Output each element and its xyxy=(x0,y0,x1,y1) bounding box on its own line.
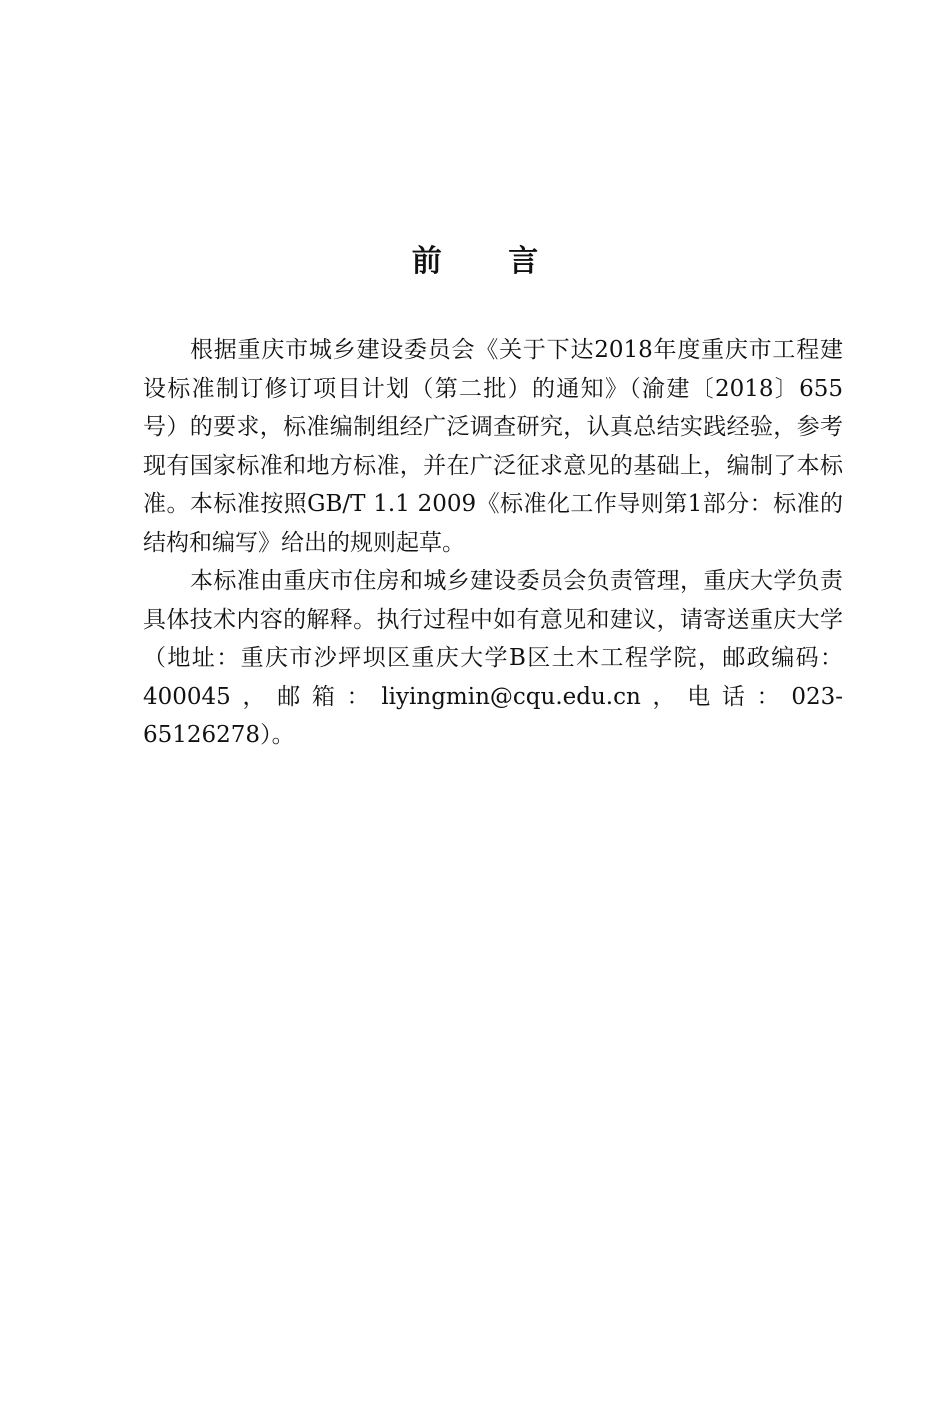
paragraph-basis: 根据重庆市城乡建设委员会《关于下达2018年度重庆市工程建设标准制订修订项目计划（第二批）的通知》（渝建〔2018〕655号）的要求，标准编制组经广泛调查研究，认真总结实践经验，参考现有国家标准和地方标准，并在广泛征求意见的基础上，编制了本标准。本标准按照GB/T 1.1 2009《标准化工作导则第1部分：标准的结构和编写》给出的规则起草。 xyxy=(143,337,843,556)
preface-body xyxy=(143,331,843,755)
page-title: 前 言 xyxy=(411,244,567,279)
paragraph-management: 本标准由重庆市住房和城乡建设委员会负责管理，重庆大学负责具体技术内容的解释。执行过程中如有意见和建议，请寄送重庆大学（地址：重庆市沙坪坝区重庆大学B区土木工程学院，邮政编码：400045，邮箱：liyingmin@cqu.edu.cn，电话：023-65126278）。 xyxy=(143,568,843,748)
